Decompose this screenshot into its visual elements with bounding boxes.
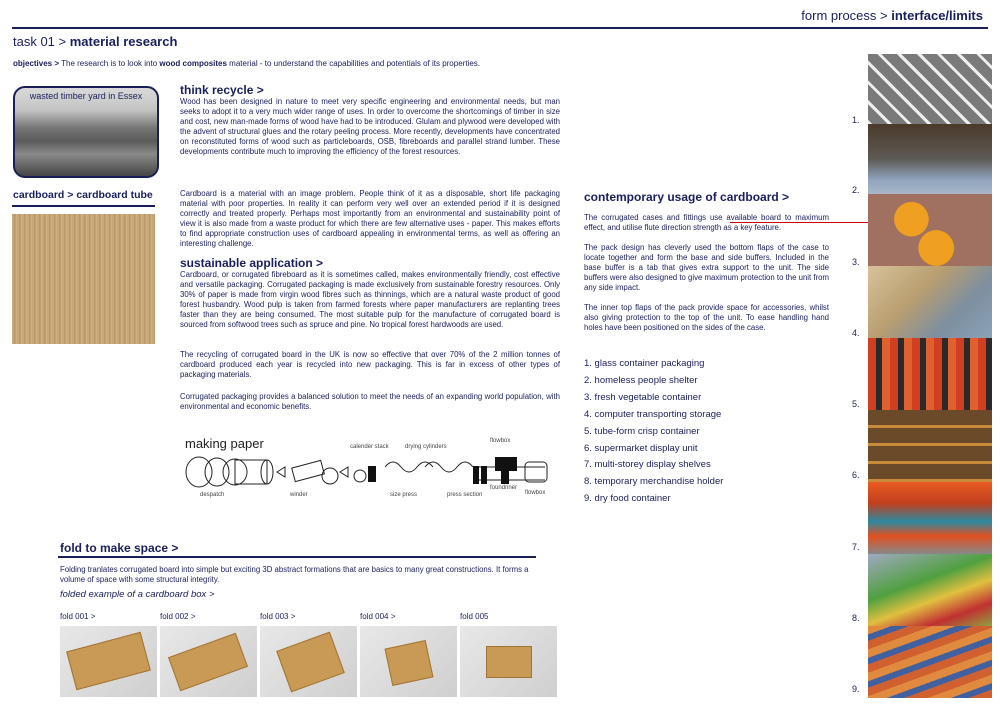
usage-list-item: 9. dry food container bbox=[584, 493, 671, 505]
label-size-press: size press bbox=[390, 492, 418, 498]
contemporary-p1: The corrugated cases and fittings use available board to maximum effect, and utilise flute direction strength as a key feature. bbox=[584, 213, 829, 232]
think-recycle-heading: think recycle > bbox=[180, 83, 264, 97]
usage-photo-8 bbox=[868, 554, 992, 626]
fold-label-003: fold 003 > bbox=[260, 612, 296, 621]
cardboard-rule bbox=[12, 205, 155, 207]
usage-photo-9 bbox=[868, 626, 992, 698]
usage-photo-7 bbox=[868, 482, 992, 554]
photo-number: 5. bbox=[852, 399, 860, 409]
fold-subheading: folded example of a cardboard box > bbox=[60, 589, 215, 600]
fold-label-004: fold 004 > bbox=[360, 612, 396, 621]
fold-body: Folding tranlates corrugated board into simple but exciting 3D abstract formations that are basics to many great constructions. It forms a volume of space with some structural integrity. bbox=[60, 565, 529, 584]
objectives: objectives > The research is to look into wood composites material - to understand the capabilities and potentials of its properties. bbox=[13, 59, 480, 68]
section-title: form process > interface/limits bbox=[801, 8, 983, 23]
cardboard-heading: cardboard > cardboard tube bbox=[13, 189, 153, 201]
usage-photo-2 bbox=[868, 124, 992, 194]
fold-label-005: fold 005 bbox=[460, 612, 489, 621]
usage-list bbox=[584, 356, 723, 508]
usage-list-item: 8. temporary merchandise holder bbox=[584, 476, 724, 488]
paper-machine-illustration bbox=[185, 452, 555, 502]
fold-label-001: fold 001 > bbox=[60, 612, 96, 621]
cardboard-intro: Cardboard is a material with an image problem. People think of it as a disposable, short life packaging material with poor properties. In reality it can perform very well over an extended period if it is designed correctly and treated properly. Perhaps most importantly from an environmental and sustainability point of view it is also made from a waste product for which there are few alternative uses - paper. This makes efforts to find appropriate construction uses of cardboard appealing in environmental terms, as well as offering an interesting challenge. bbox=[180, 189, 560, 248]
sustainable-p2: The recycling of corrugated board in the UK is now so effective that over 70% of the 2 million tonnes of cardboard produced each year is recycled into new packaging. This is far in excess of other types of packaging materials. bbox=[180, 350, 560, 379]
label-drying-cylinders: drying cylinders bbox=[405, 444, 447, 450]
timber-yard-photo bbox=[13, 86, 159, 178]
timber-caption: wasted timber yard in Essex bbox=[29, 91, 143, 101]
photo-number: 6. bbox=[852, 470, 860, 480]
label-flowbox-top: flowbox bbox=[490, 438, 511, 444]
fold-rule bbox=[58, 556, 536, 558]
usage-photo-5 bbox=[868, 338, 992, 410]
header-rule bbox=[12, 27, 988, 29]
usage-list-item: 7. multi-storey display shelves bbox=[584, 459, 711, 471]
sustainable-p3: Corrugated packaging provides a balanced solution to meet the needs of an expanding world population, with environmental and economic benefits. bbox=[180, 392, 560, 411]
cardboard-tube-photo bbox=[12, 214, 155, 344]
label-flowbox-bottom: flowbox bbox=[525, 490, 546, 496]
photo-number: 3. bbox=[852, 257, 860, 267]
label-winder: winder bbox=[290, 492, 308, 498]
fold-photo-003 bbox=[260, 626, 357, 697]
fold-photo-004 bbox=[360, 626, 457, 697]
photo-number: 7. bbox=[852, 542, 860, 552]
task-title: task 01 > material research bbox=[13, 34, 178, 49]
photo-number: 1. bbox=[852, 115, 860, 125]
usage-photo-4 bbox=[868, 266, 992, 338]
sustainable-heading: sustainable application > bbox=[180, 256, 324, 270]
usage-list-item: 4. computer transporting storage bbox=[584, 408, 722, 420]
contemporary-p2: The pack design has cleverly used the bottom flaps of the case to locate together and form the base and side buffers. Included in the base buffer is a tab that gives extra support to the unit. The side buffers were also designed to give maximum protection to the unit from any side impact. bbox=[584, 243, 829, 292]
making-paper-title: making paper bbox=[185, 436, 264, 451]
usage-photo-3 bbox=[868, 194, 992, 266]
usage-list-item: 3. fresh vegetable container bbox=[584, 391, 702, 403]
photo-number: 8. bbox=[852, 613, 860, 623]
fold-photo-005 bbox=[460, 626, 557, 697]
photo-number: 2. bbox=[852, 185, 860, 195]
label-foundriner: foundriner bbox=[490, 485, 518, 491]
label-despatch: despatch bbox=[200, 492, 225, 498]
pointer-line bbox=[730, 222, 870, 223]
fold-label-002: fold 002 > bbox=[160, 612, 196, 621]
usage-list-item: 1. glass container packaging bbox=[584, 358, 705, 369]
usage-photo-1 bbox=[868, 54, 992, 124]
contemporary-p3: The inner top flaps of the pack provide space for accessories, whilst also giving protection to the top of the unit. To ease handling hand holes have been positioned on the sides of the case. bbox=[584, 303, 829, 332]
sustainable-p1: Cardboard, or corrugated fibreboard as it is sometimes called, makes environmentally friendly, cost effective and versatile packaging. Corrugated packaging is made exclusively from sustainable forestry resources. Only 30% of paper is made from virgin wood fibres such as thinnings, which are a natural waste product of good forest husbandry. Wood pulp is taken from farmed forests where paper manufacturers are replanting trees faster than they are being consumed. The most suitable pulp for the manufacture of corrugated board is sourced from softwood trees such as spruce and pine. No tropical forest hardwoods are used. bbox=[180, 270, 560, 329]
photo-number: 4. bbox=[852, 328, 860, 338]
usage-photo-6 bbox=[868, 410, 992, 482]
fold-photo-001 bbox=[60, 626, 157, 697]
label-calender-stack: calender stack bbox=[350, 444, 389, 450]
usage-list-item: 6. supermarket display unit bbox=[584, 442, 698, 454]
label-press-section: press section bbox=[447, 492, 483, 498]
think-recycle-body: Wood has been designed in nature to meet very specific engineering and environmental needs, but man seeks to adopt it to a very much wider range of uses. In order to overcome the shortcomings of timber in size and cost, new man-made forms of wood have had to be introduced. Glulam and plywood were developed with the advent of structural glues and the rotary peeling process. More recently, developments have concentrated on reconstituted forms of wood such as particleboards, OSB, fibreboards and parallel strand lumber. These developments contribute much to improving the efficiency of the forest resources. bbox=[180, 97, 560, 156]
fold-heading: fold to make space > bbox=[60, 541, 179, 555]
usage-list-item: 2. homeless people shelter bbox=[584, 374, 698, 386]
usage-list-item: 5. tube-form crisp container bbox=[584, 425, 700, 437]
contemporary-heading: contemporary usage of cardboard > bbox=[584, 190, 790, 204]
photo-number: 9. bbox=[852, 684, 860, 694]
fold-photo-002 bbox=[160, 626, 257, 697]
